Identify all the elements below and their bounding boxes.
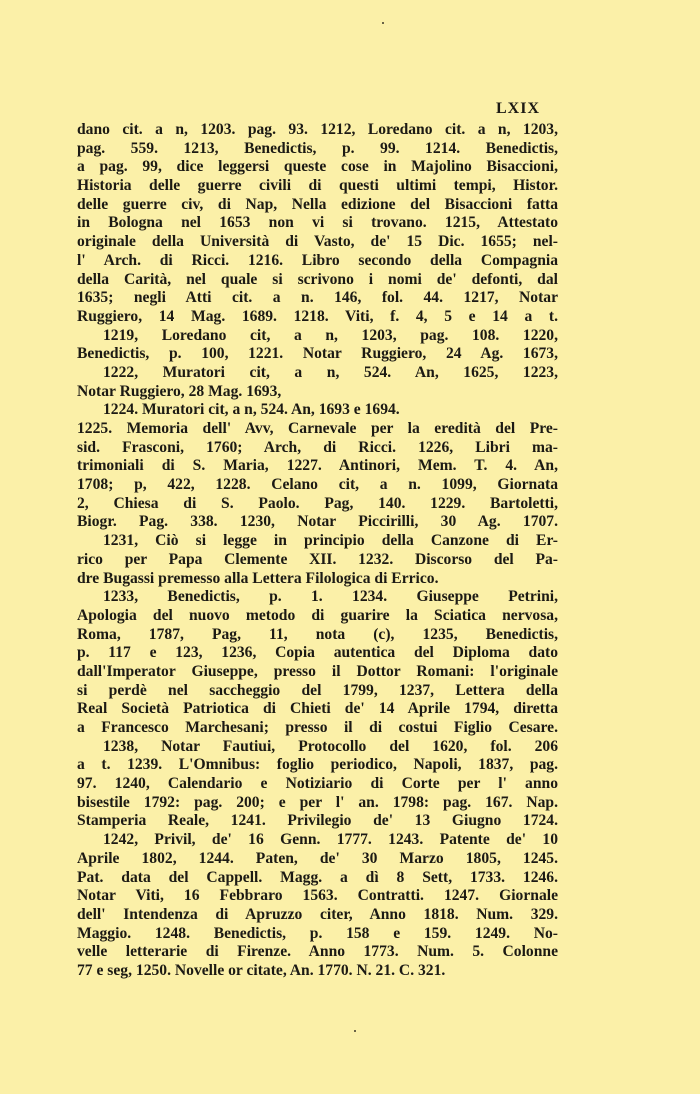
text-line: Aprile 1802, 1244. Paten, de' 30 Marzo 1805, 1245.: [77, 849, 558, 867]
text-line: 1224. Muratori cit, a n, 524. An, 1693 e 1694.: [103, 401, 400, 419]
text-line: si perdè nel saccheggio del 1799, 1237, Lettera della: [77, 681, 558, 699]
text-line: a pag. 99, dice leggersi queste cose in Majolino Bisaccioni,: [77, 158, 558, 176]
text-line: 1238, Notar Fautiui, Protocollo del 1620, fol. 206: [103, 737, 558, 755]
text-line: sid. Frasconi, 1760; Arch, di Ricci. 1226, Libri ma-: [77, 438, 558, 456]
text-line: a Francesco Marchesani; presso il di costui Figlio Cesare.: [77, 719, 558, 736]
ink-speck: [354, 1030, 356, 1032]
text-line: delle guerre civ, di Nap, Nella edizione del Bisaccioni fatta: [77, 195, 558, 213]
text-line: 77 e seg, 1250. Novelle or citate, An. 1770. N. 21. C. 321.: [77, 961, 446, 979]
text-line: trimoniali di S. Maria, 1227. Antinori, Mem. T. 4. An,: [77, 457, 558, 475]
text-line: dell' Intendenza di Apruzzo citer, Anno 1818. Num. 329.: [77, 905, 558, 923]
text-line: in Bologna nel 1653 non vi si trovano. 1215, Attestato: [77, 214, 558, 232]
text-line: Benedictis, p. 100, 1221. Notar Ruggiero, 24 Ag. 1673,: [77, 345, 558, 363]
text-line: Biogr. Pag. 338. 1230, Notar Piccirilli, 30 Ag. 1707.: [77, 513, 558, 531]
text-line: p. 117 e 123, 1236, Copia autentica del Diploma dato: [77, 644, 558, 662]
text-line: Apologia del nuovo metodo di guarire la Sciatica nervosa,: [77, 606, 558, 624]
text-line: 1635; negli Atti cit. a n. 146, fol. 44. 1217, Notar: [77, 289, 558, 307]
text-line: 2, Chiesa di S. Paolo. Pag, 140. 1229. Bartoletti,: [77, 494, 558, 512]
text-line: rico per Papa Clemente XII. 1232. Discorso del Pa-: [77, 550, 558, 568]
page-folio: LXIX: [495, 100, 540, 117]
text-line: 1222, Muratori cit, a n, 524. An, 1625, 1223,: [103, 363, 558, 381]
text-line: 97. 1240, Calendario e Notiziario di Corte per l' anno: [77, 775, 558, 793]
text-line: Stamperia Reale, 1241. Privilegio de' 13 Giugno 1724.: [77, 812, 558, 830]
text-line: Pat. data del Cappell. Magg. a dì 8 Sett, 1733. 1246.: [77, 868, 558, 886]
text-line: dano cit. a n, 1203. pag. 93. 1212, Loredano cit. a n, 1203,: [77, 121, 558, 138]
text-line: Maggio. 1248. Benedictis, p. 158 e 159. 1249. No-: [77, 924, 558, 942]
text-line: 1219, Loredano cit, a n, 1203, pag. 108. 1220,: [103, 326, 558, 344]
text-line: originale della Università di Vasto, de' 15 Dic. 1655; nel-: [77, 233, 558, 251]
text-line: della Carità, nel quale si scrivono i nomi de' defonti, dal: [77, 270, 558, 288]
text-line: Real Società Patriotica di Chieti de' 14 Aprile 1794, diretta: [77, 700, 558, 718]
text-line: bisestile 1792: pag. 200; e per l' an. 1798: pag. 167. Nap.: [77, 793, 558, 811]
text-line: Roma, 1787, Pag, 11, nota (c), 1235, Benedictis,: [77, 625, 558, 643]
text-line: 1233, Benedictis, p. 1. 1234. Giuseppe Petrini,: [103, 588, 558, 606]
text-line: Historia delle guerre civili di questi ultimi tempi, Histor.: [77, 177, 558, 195]
text-line: 1231, Ciò si legge in principio della Canzone di Er-: [103, 532, 558, 550]
text-line: pag. 559. 1213, Benedictis, p. 99. 1214. Benedictis,: [77, 139, 558, 157]
ink-speck: [382, 22, 384, 24]
text-line: 1242, Privil, de' 16 Genn. 1777. 1243. Patente de' 10: [103, 831, 558, 849]
text-line: Notar Ruggiero, 28 Mag. 1693,: [77, 382, 282, 400]
text-line: velle letterarie di Firenze. Anno 1773. Num. 5. Colonne: [77, 943, 558, 961]
text-line: a t. 1239. L'Omnibus: foglio periodico, Napoli, 1837, pag.: [77, 756, 558, 774]
text-line: Ruggiero, 14 Mag. 1689. 1218. Viti, f. 4, 5 e 14 a t.: [77, 307, 558, 325]
text-line: 1708; p, 422, 1228. Celano cit, a n. 1099, Giornata: [77, 476, 558, 494]
text-line: dre Bugassi premesso alla Lettera Filologica di Errico.: [77, 569, 439, 587]
text-line: l' Arch. di Ricci. 1216. Libro secondo della Compagnia: [77, 251, 558, 269]
text-line: dall'Imperator Giuseppe, presso il Dottor Romani: l'originale: [77, 662, 558, 680]
text-line: Notar Viti, 16 Febbraro 1563. Contratti. 1247. Giornale: [77, 887, 558, 905]
notes-text-block: [77, 121, 558, 981]
text-line: 1225. Memoria dell' Avv, Carnevale per la eredità del Pre-: [77, 420, 558, 437]
